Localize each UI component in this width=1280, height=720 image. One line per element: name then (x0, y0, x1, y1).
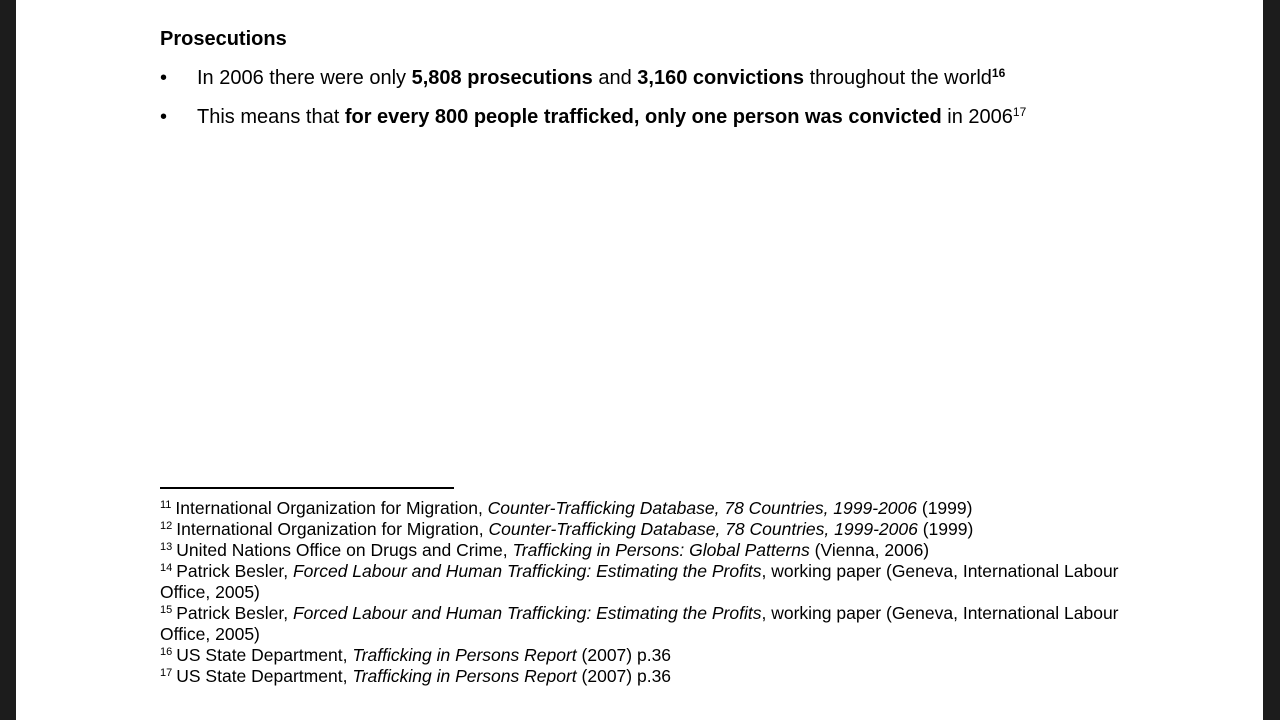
footnote-ref[interactable]: 17 (1012, 105, 1027, 119)
footnote-text: (1999) (917, 519, 974, 539)
footnote-number: 16 (160, 646, 173, 658)
bullet-item-conviction-ratio (160, 105, 1026, 129)
bullet-text: throughout the world (804, 67, 992, 89)
bullet-text: This means that (197, 106, 345, 128)
footnote-number: 17 (160, 667, 173, 679)
footnotes-list (160, 498, 1120, 687)
footnote-item (160, 519, 1120, 540)
footnote-text: US State Department, (176, 645, 353, 665)
section-heading: Prosecutions (160, 28, 287, 50)
footnote-text: , working paper (Geneva, International Labour Office, 2005) (160, 603, 1119, 644)
footnote-title: Trafficking in Persons Report (352, 666, 577, 686)
footnote-text: (2007) p.36 (576, 645, 672, 665)
bullet-icon: • (160, 67, 168, 89)
footnote-text: International Organization for Migration, (176, 519, 489, 539)
bullet-text: In 2006 there were only (197, 67, 412, 89)
footnote-item (160, 540, 1120, 561)
footnote-item (160, 561, 1120, 603)
footnote-text: Patrick Besler, (176, 603, 293, 623)
document-page[interactable] (16, 0, 1263, 720)
bullet-bold-convictions: 3,160 convictions (637, 67, 805, 89)
bullet-list (160, 66, 1026, 144)
bullet-text: in 2006 (941, 106, 1013, 128)
footnote-text: US State Department, (176, 666, 353, 686)
footnote-item (160, 603, 1120, 645)
bullet-bold-prosecutions: 5,808 prosecutions (411, 67, 593, 89)
footnote-title: Counter-Trafficking Database, 78 Countries, 1999-2006 (487, 498, 917, 518)
footnote-text: International Organization for Migration, (175, 498, 488, 518)
footnote-title: Trafficking in Persons Report (352, 645, 577, 665)
footnote-separator (160, 487, 454, 489)
footnote-number: 15 (160, 604, 173, 616)
footnote-text: , working paper (Geneva, International Labour Office, 2005) (160, 561, 1119, 602)
bullet-text: and (592, 67, 638, 89)
bullet-icon: • (160, 106, 168, 128)
footnote-title: Trafficking in Persons: Global Patterns (512, 540, 810, 560)
footnote-text: United Nations Office on Drugs and Crime, (176, 540, 513, 560)
footnote-number: 14 (160, 562, 173, 574)
footnote-title: Forced Labour and Human Trafficking: Estimating the Profits (292, 561, 762, 581)
footnote-ref[interactable]: 16 (991, 66, 1006, 80)
bullet-bold-ratio: for every 800 people trafficked, only one person was convicted (344, 106, 942, 128)
footnote-item (160, 666, 1120, 687)
footnote-text: Patrick Besler, (176, 561, 293, 581)
bullet-item-prosecutions (160, 66, 1026, 90)
footnote-text: (Vienna, 2006) (809, 540, 930, 560)
footnote-number: 11 (160, 499, 172, 511)
footnote-item (160, 645, 1120, 666)
footnote-text: (1999) (917, 498, 973, 518)
footnote-number: 12 (160, 520, 173, 532)
footnote-number: 13 (160, 541, 173, 553)
footnote-text: (2007) p.36 (576, 666, 672, 686)
footnote-title: Counter-Trafficking Database, 78 Countries, 1999-2006 (488, 519, 918, 539)
footnote-item (160, 498, 1120, 519)
footnote-title: Forced Labour and Human Trafficking: Estimating the Profits (292, 603, 762, 623)
